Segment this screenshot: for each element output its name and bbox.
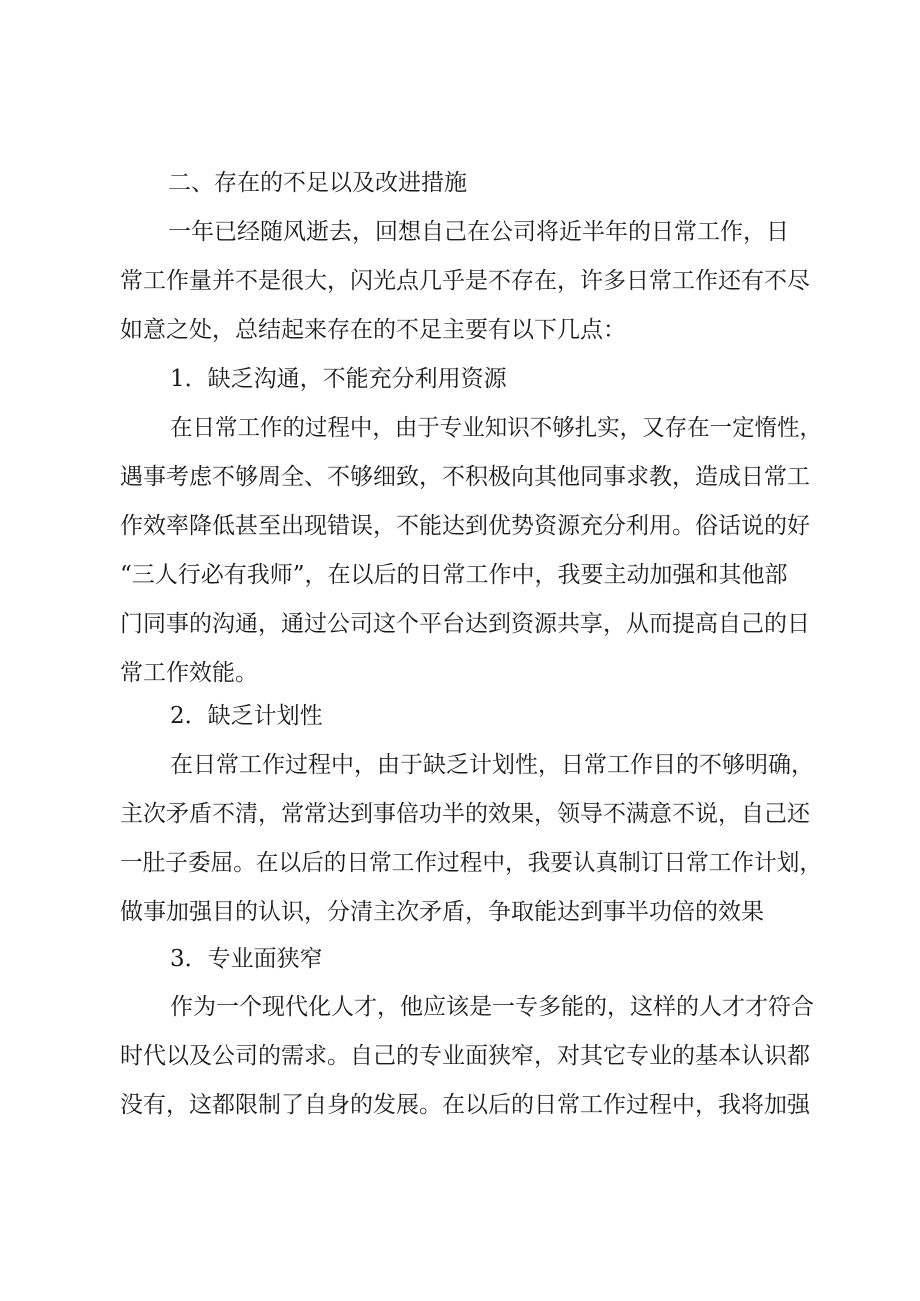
text-line: 常工作效能。: [120, 660, 258, 686]
item2-heading-text: 2．缺乏计划性: [170, 703, 323, 729]
section-heading-text: 二、存在的不足以及改进措施: [168, 170, 467, 196]
text-line: 做事加强目的认识，分清主次矛盾，争取能达到事半功倍的效果: [120, 899, 764, 925]
text-line: 主次矛盾不清，常常达到事倍功半的效果，领导不满意不说，自己还: [120, 801, 810, 827]
text-line: 作效率降低甚至出现错误，不能达到优势资源充分利用。俗话说的好: [120, 513, 810, 539]
text-line: 常工作量并不是很大，闪光点几乎是不存在，许多日常工作还有不尽: [120, 268, 810, 294]
text-line: “三人行必有我师”，在以后的日常工作中，我要主动加强和其他部: [120, 562, 788, 588]
text-line: 一肚子委屈。在以后的日常工作过程中，我要认真制订日常工作计划，: [120, 850, 822, 876]
text-line: 时代以及公司的需求。自己的专业面狭窄，对其它专业的基本认识都: [120, 1043, 810, 1069]
text-line: 没有，这都限制了自身的发展。在以后的日常工作过程中，我将加强: [120, 1092, 810, 1118]
item3-heading-text: 3．专业面狭窄: [170, 946, 323, 972]
text-line: 在日常工作过程中，由于缺乏计划性，日常工作目的不够明确，: [170, 752, 814, 778]
text-line: 在日常工作的过程中，由于专业知识不够扎实，又存在一定惰性，: [170, 415, 822, 441]
text-line: 遇事考虑不够周全、不够细致，不积极向其他同事求教，造成日常工: [120, 464, 810, 490]
text-line: 如意之处，总结起来存在的不足主要有以下几点：: [120, 317, 626, 343]
text-line: 作为一个现代化人才，他应该是一专多能的，这样的人才才符合: [170, 994, 814, 1020]
text-line: 一年已经随风逝去，回想自己在公司将近半年的日常工作，日: [168, 219, 789, 245]
item1-heading-text: 1．缺乏沟通，不能充分利用资源: [170, 366, 507, 392]
text-line: 门同事的沟通，通过公司这个平台达到资源共享，从而提高自己的日: [120, 611, 810, 637]
